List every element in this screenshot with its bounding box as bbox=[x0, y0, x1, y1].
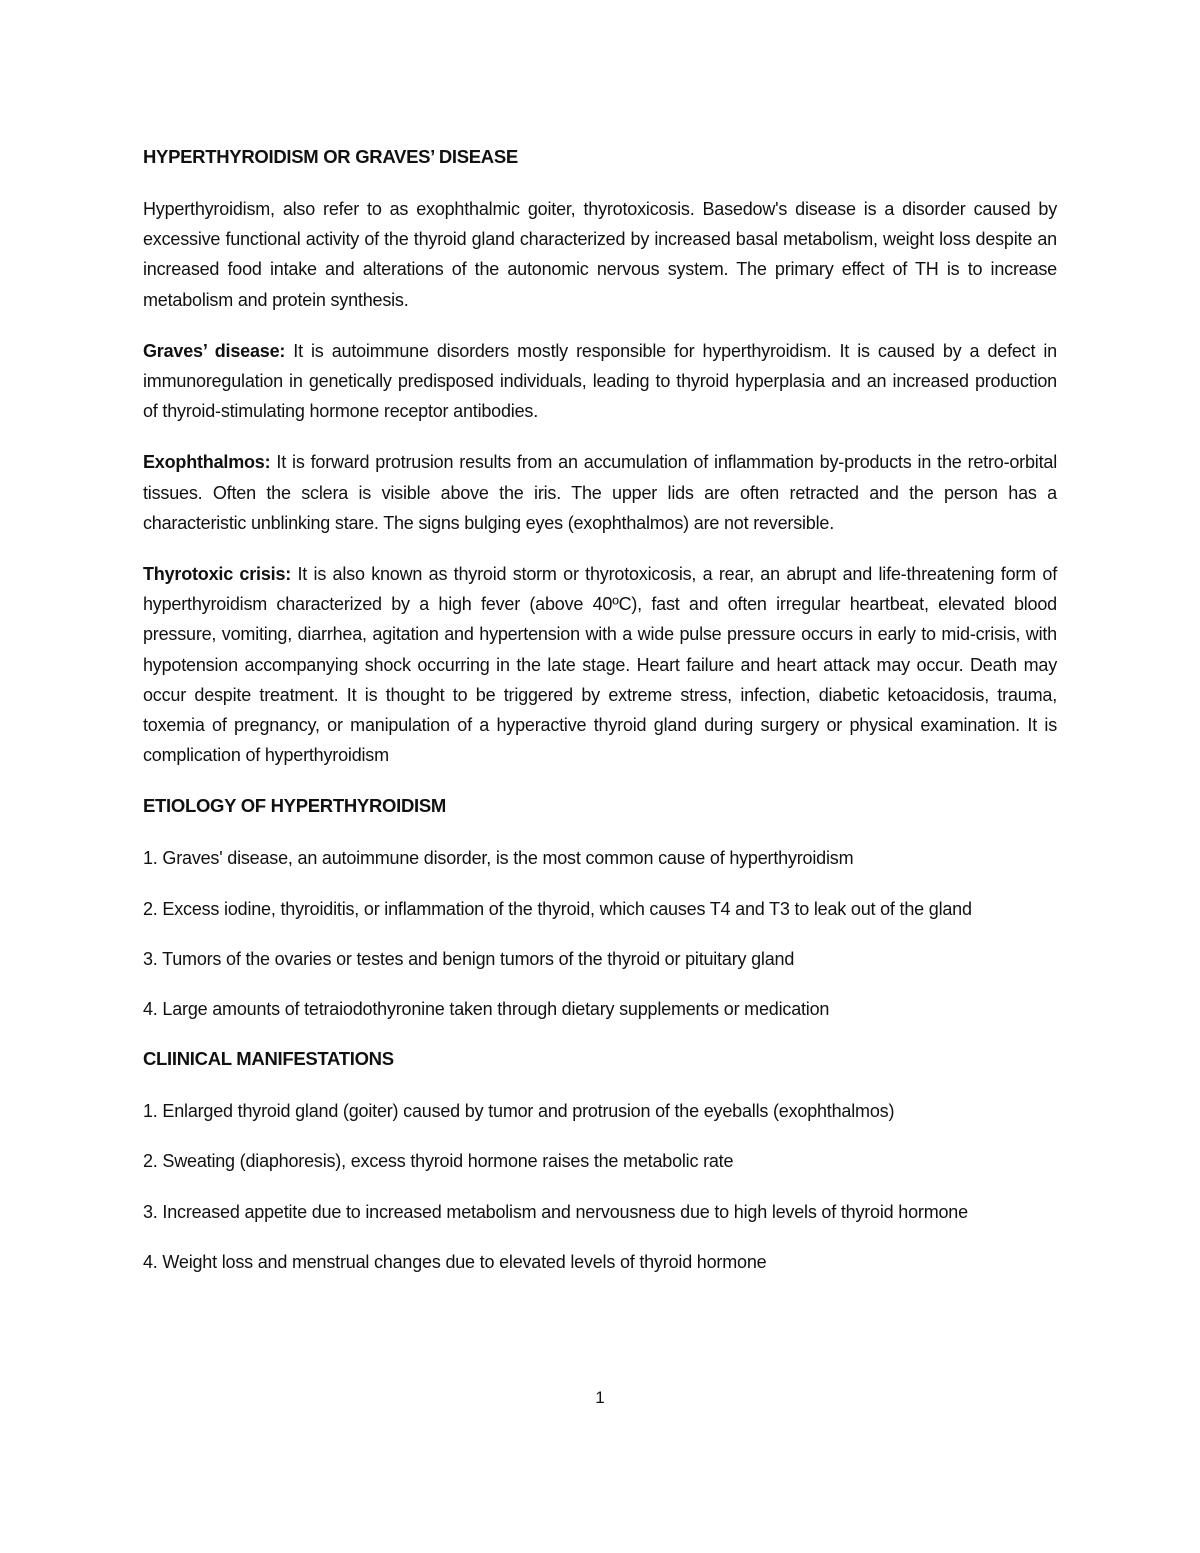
section-heading-etiology: ETIOLOGY OF HYPERTHYROIDISM bbox=[143, 795, 447, 817]
exophthalmos-text: It is forward protrusion results from an accumulation of inflammation by-products in the retro-orbital tissues. Often the sclera is visible above the iris. The upper lids are often retracted and the person has a characteristic unblinking stare. The signs bulging eyes (exophthalmos) are not reversible. bbox=[143, 452, 1057, 533]
exophthalmos-term: Exophthalmos: bbox=[143, 452, 271, 473]
clinical-list-item: 3. Increased appetite due to increased metabolism and nervousness due to high levels of thyroid hormone bbox=[143, 1201, 968, 1222]
graves-disease-term: Graves’ disease: bbox=[143, 340, 286, 361]
clinical-list-item: 1. Enlarged thyroid gland (goiter) caused by tumor and protrusion of the eyeballs (exophthalmos) bbox=[143, 1101, 895, 1122]
clinical-list-item: 4. Weight loss and menstrual changes due to elevated levels of thyroid hormone bbox=[143, 1251, 767, 1272]
etiology-list-item: 2. Excess iodine, thyroiditis, or inflammation of the thyroid, which causes T4 and T3 to leak out of the gland bbox=[143, 898, 972, 919]
graves-disease-paragraph bbox=[143, 336, 1057, 427]
thyrotoxic-crisis-paragraph bbox=[143, 559, 1057, 770]
etiology-list-item: 1. Graves' disease, an autoimmune disorder, is the most common cause of hyperthyroidism bbox=[143, 848, 854, 869]
graves-disease-text: It is autoimmune disorders mostly responsible for hyperthyroidism. It is caused by a defect in immunoregulation in genetically predisposed individuals, leading to thyroid hyperplasia and an increased production of thyroid-stimulating hormone receptor antibodies. bbox=[143, 340, 1057, 422]
clinical-list-item: 2. Sweating (diaphoresis), excess thyroid hormone raises the metabolic rate bbox=[143, 1151, 734, 1172]
etiology-list-item: 3. Tumors of the ovaries or testes and benign tumors of the thyroid or pituitary gland bbox=[143, 948, 795, 969]
thyrotoxic-crisis-text: It is also known as thyroid storm or thyrotoxicosis, a rear, an abrupt and life-threatening form of hyperthyroidism characterized by a high fever (above 40ºC), fast and often irregular heartbeat, elevated blood pressure, vomiting, diarrhea, agitation and hypertension with a wide pulse pressure occurs in early to mid-crisis, with hypotension accompanying shock occurring in the late stage. Heart failure and heart attack may occur. Death may occur despite treatment. It is thought to be triggered by extreme stress, infection, diabetic ketoacidosis, trauma, toxemia of pregnancy, or manipulation of a hyperactive thyroid gland during surgery or physical examination. It is complication of hyperthyroidism bbox=[143, 564, 1057, 766]
section-heading-hyperthyroidism: HYPERTHYROIDISM OR GRAVES’ DISEASE bbox=[143, 146, 518, 167]
exophthalmos-paragraph bbox=[143, 447, 1057, 538]
section-heading-clinical-manifestations: CLIINICAL MANIFESTATIONS bbox=[143, 1048, 394, 1070]
intro-paragraph: Hyperthyroidism, also refer to as exophthalmic goiter, thyrotoxicosis. Basedow's disease is a disorder caused by excessive functional activity of the thyroid gland characterized by increased basal metabolism, weight loss despite an increased food intake and alterations of the autonomic nervous system. The primary effect of TH is to increase metabolism and protein synthesis. bbox=[143, 199, 1057, 310]
etiology-list-item: 4. Large amounts of tetraiodothyronine taken through dietary supplements or medication bbox=[143, 999, 830, 1020]
document-body bbox=[143, 142, 1057, 1297]
page-number: 1 bbox=[595, 1388, 605, 1407]
thyrotoxic-crisis-term: Thyrotoxic crisis: bbox=[143, 564, 292, 585]
